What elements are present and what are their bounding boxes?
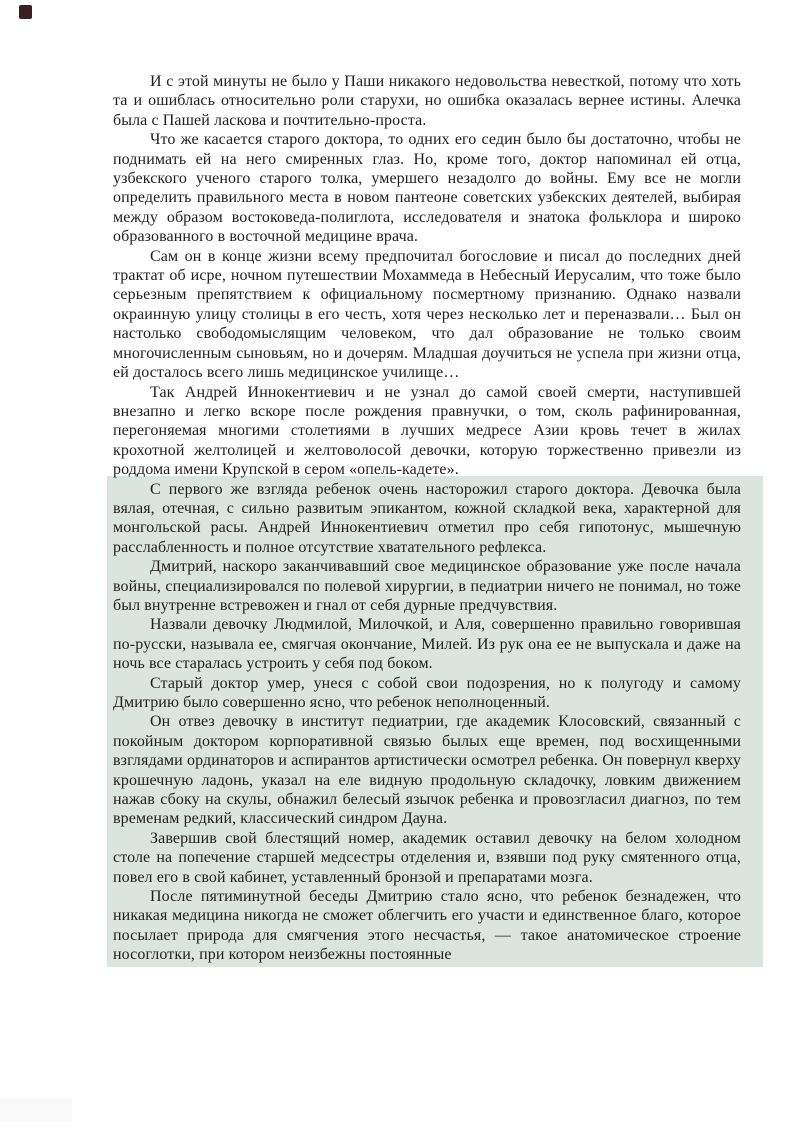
paragraph: Назвали девочку Людмилой, Милочкой, и Аля, совершенно правильно говорившая по-русски, называла ее, смягчая окончание, Милей. Из рук она ее не выпускала и даже на ночь все старалась устроить у себя под боком. (113, 616, 741, 673)
paragraph: Что же касается старого доктора, то одних его седин было бы достаточно, чтобы не поднимать ей на него смиренных глаз. Но, кроме того, доктор напоминал ей отца, узбекского ученого старого толка, умершего незадолго до войны. Ему все не могли определить правильного места в новом пантеоне советских узбекских деятелей, выбирая между образом востоковеда-полиглота, исследователя и знатока фольклора и широко образованного в восточной медицине врача. (113, 131, 741, 246)
paragraph: И с этой минуты не было у Паши никакого недовольства невесткой, потому что хоть та и ошиблась относительно роли старухи, но ошибка оказалась вернее истины. Алечка была с Пашей ласкова и почтительно-проста. (113, 73, 741, 129)
paragraph: С первого же взгляда ребенок очень насторожил старого доктора. Девочка была вялая, отечная, с сильно развитым эпикантом, кожной складкой века, характерной для монгольской расы. Андрей Иннокентиевич отметил про себя гипотонус, мышечную расслабленность и полное отсутствие хватательного рефлекса. (113, 480, 741, 556)
scan-edge-smudge (0, 1099, 72, 1121)
paragraph: Дмитрий, наскоро заканчивавший свое медицинское образование уже после начала войны, специализировался по полевой хирургии, в педиатрии ничего не понимал, но тоже был внутренне встревожен и гнал от себя дурные предчувствия. (113, 558, 741, 614)
paragraph: Сам он в конце жизни всему предпочитал богословие и писал до последних дней трактат об исре, ночном путешествии Мохаммеда в Небесный Иерусалим, что тоже было серьезным препятствием к официальному посмертному признанию. Однако назвали окраинную улицу столицы в его честь, хотя через несколько лет и переназвали… Был он настолько свободомыслящим человеком, что дал образование не только своим многочисленным сыновьям, но и дочерям. Младшая доучиться не успела при жизни отца, ей досталось всего лишь медицинское училище… (113, 247, 741, 382)
highlighted-passage (107, 476, 763, 967)
paragraph: Старый доктор умер, унеся с собой свои подозрения, но к полугоду и самому Дмитрию было совершенно ясно, что ребенок неполноценный. (113, 674, 741, 711)
scan-corner-mark (19, 5, 32, 19)
paragraph: Он отвез девочку в институт педиатрии, где академик Клосовский, связанный с покойным доктором корпоративной связью былых еще времен, под восхищенными взглядами ординаторов и аспирантов артистически осмотрел ребенка. Он повернул кверху крошечную ладонь, указал на еле видную продольную складочку, ловким движением нажав сбоку на скулы, обнажил белесый язычок ребенка и провозгласил диагноз, по тем временам редкий, классический синдром Дауна. (113, 713, 741, 828)
paragraph: После пятиминутной беседы Дмитрию стало ясно, что ребенок безнадежен, что никакая медицина никогда не сможет облегчить его участи и единственное благо, которое посылает природа для смягчения этого несчастья, — такое анатомическое строение носоглотки, при котором неизбежны постоянные (113, 888, 741, 964)
paragraph: Завершив свой блестящий номер, академик оставил девочку на белом холодном столе на попечение старшей медсестры отделения и, взявши под руку смятенного отца, повел его в свой кабинет, уставленный бронзой и препаратами мозга. (113, 829, 741, 886)
body-text-block (113, 72, 741, 967)
paragraph: Так Андрей Иннокентиевич и не узнал до самой своей смерти, наступившей внезапно и легко вскоре после рождения правнучки, о том, сколь рафинированная, перегоняемая многими столетиями в лучших медресе Азии кровь течет в жилах крохотной желтолицей и желтоволосой девочки, которую торжественно привезли из роддома имени Крупской в сером «опель-кадете». (113, 383, 741, 479)
